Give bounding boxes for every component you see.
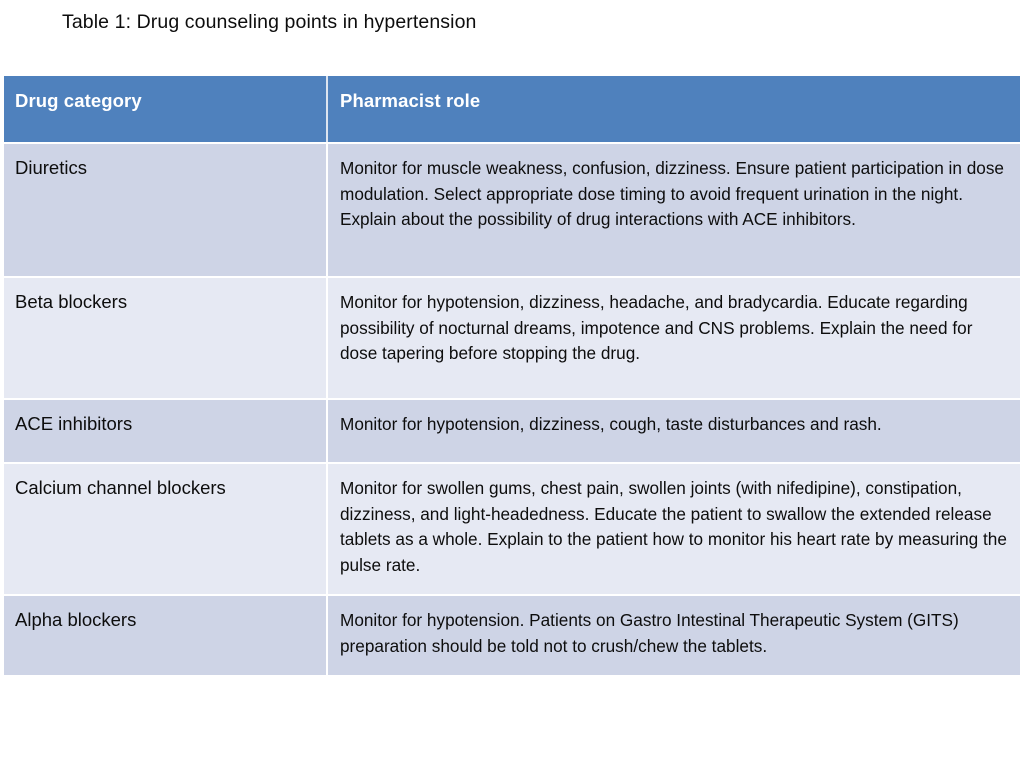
cell-pharmacist-role: Monitor for muscle weakness, confusion, dizziness. Ensure patient participation in dose modulation. Select appropriate dose timing to avoid frequent urination in the night. Explain about the possibility of drug interactions with ACE inhibitors.: [328, 142, 1020, 276]
cell-pharmacist-role: Monitor for hypotension. Patients on Gastro Intestinal Therapeutic System (GITS) preparation should be told not to crush/chew the tablets.: [328, 594, 1020, 675]
cell-drug-category: Calcium channel blockers: [4, 462, 328, 594]
drug-counseling-table-container: [4, 76, 1020, 675]
table-row: [4, 398, 1020, 462]
column-header-drug-category: Drug category: [4, 76, 328, 142]
table-row: [4, 142, 1020, 276]
table-row: [4, 594, 1020, 675]
cell-pharmacist-role: Monitor for hypotension, dizziness, headache, and bradycardia. Educate regarding possibility of nocturnal dreams, impotence and CNS problems. Explain the need for dose tapering before stopping the drug.: [328, 276, 1020, 398]
table-header: [4, 76, 1020, 142]
drug-counseling-table: [4, 76, 1020, 675]
table-row: [4, 276, 1020, 398]
column-header-pharmacist-role: Pharmacist role: [328, 76, 1020, 142]
cell-drug-category: ACE inhibitors: [4, 398, 328, 462]
cell-drug-category: Beta blockers: [4, 276, 328, 398]
cell-pharmacist-role: Monitor for swollen gums, chest pain, swollen joints (with nifedipine), constipation, dizziness, and light-headedness. Educate the patient to swallow the extended release tablets as a whole. Explain to the patient how to monitor his heart rate by measuring the pulse rate.: [328, 462, 1020, 594]
cell-drug-category: Diuretics: [4, 142, 328, 276]
table-body: [4, 142, 1020, 675]
table-caption: Table 1: Drug counseling points in hypertension: [62, 11, 477, 33]
cell-drug-category: Alpha blockers: [4, 594, 328, 675]
cell-pharmacist-role: Monitor for hypotension, dizziness, cough, taste disturbances and rash.: [328, 398, 1020, 462]
table-row: [4, 462, 1020, 594]
table-header-row: [4, 76, 1020, 142]
